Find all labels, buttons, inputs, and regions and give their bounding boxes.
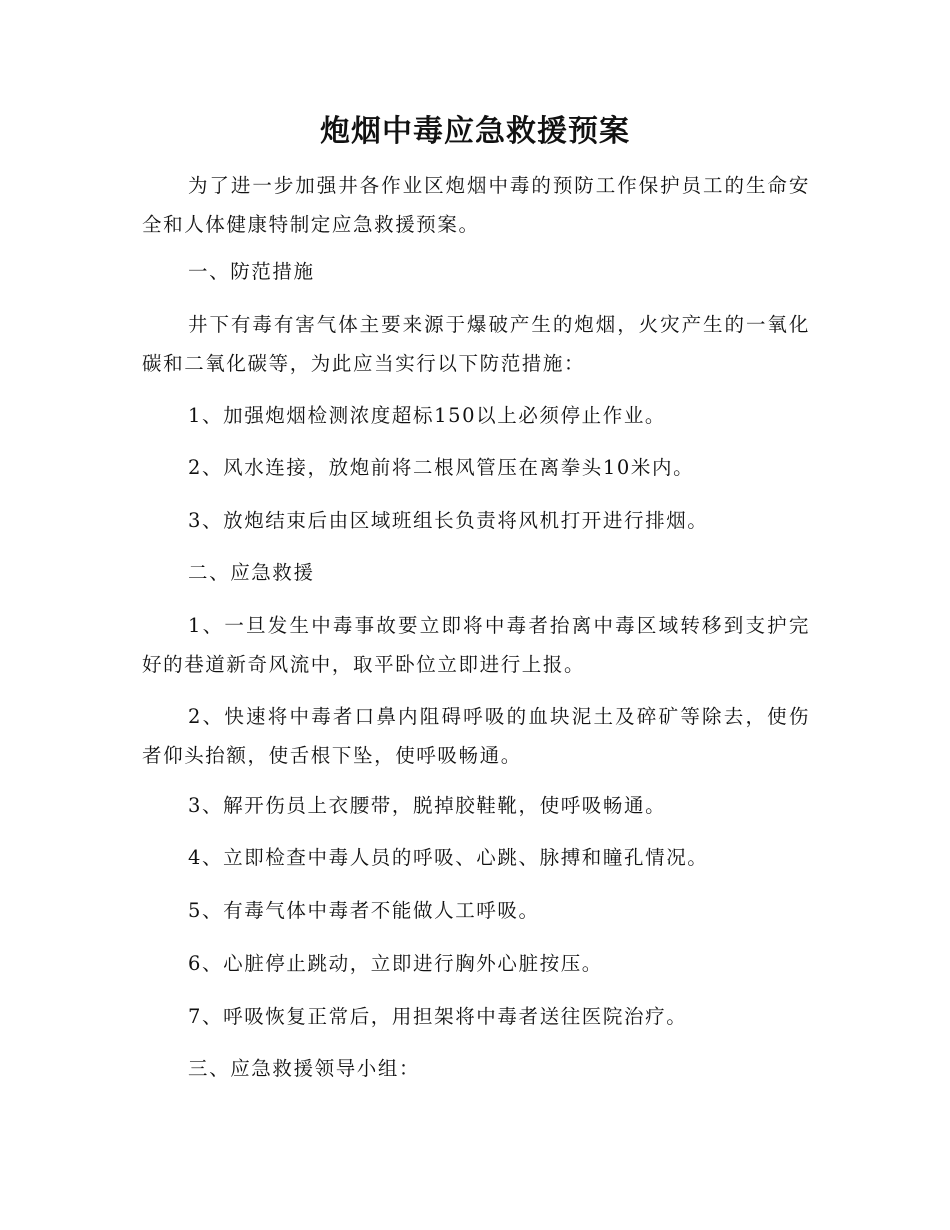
prevention-item-2: 2、风水连接，放炮前将二根风管压在离拳头10米内。	[188, 456, 695, 479]
rescue-item-5: 5、有毒气体中毒者不能做人工呼吸。	[188, 899, 540, 922]
section-heading-leadership: 三、应急救援领导小组：	[188, 1057, 421, 1080]
rescue-item-7: 7、呼吸恢复正常后，用担架将中毒者送往医院治疗。	[188, 1005, 688, 1028]
section-heading-prevention: 一、防范措施	[188, 260, 315, 283]
rescue-item-4: 4、立即检查中毒人员的呼吸、心跳、脉搏和瞳孔情况。	[188, 846, 709, 869]
rescue-item-1: 1、一旦发生中毒事故要立即将中毒者抬离中毒区域转移到支护完好的巷道新奇风流中，取平卧位立即进行上报。	[142, 614, 810, 676]
document-title: 炮烟中毒应急救援预案	[320, 114, 630, 149]
rescue-item-3: 3、解开伤员上衣腰带，脱掉胶鞋靴，使呼吸畅通。	[188, 794, 667, 817]
rescue-item-2: 2、快速将中毒者口鼻内阻碍呼吸的血块泥土及碎矿等除去，使伤者仰头抬额，使舌根下坠，使呼吸畅通。	[142, 705, 810, 767]
section-heading-rescue: 二、应急救援	[188, 561, 315, 584]
prevention-item-1: 1、加强炮烟检测浓度超标150以上必须停止作业。	[188, 404, 667, 427]
prevention-item-3: 3、放炮结束后由区域班组长负责将风机打开进行排烟。	[188, 509, 709, 532]
rescue-item-6: 6、心脏停止跳动，立即进行胸外心脏按压。	[188, 952, 603, 975]
prevention-intro-paragraph: 井下有毒有害气体主要来源于爆破产生的炮烟，火灾产生的一氧化碳和二氧化碳等，为此应当实行以下防范措施：	[142, 313, 810, 375]
intro-paragraph: 为了进一步加强井各作业区炮烟中毒的预防工作保护员工的生命安全和人体健康特制定应急救援预案。	[142, 174, 810, 236]
